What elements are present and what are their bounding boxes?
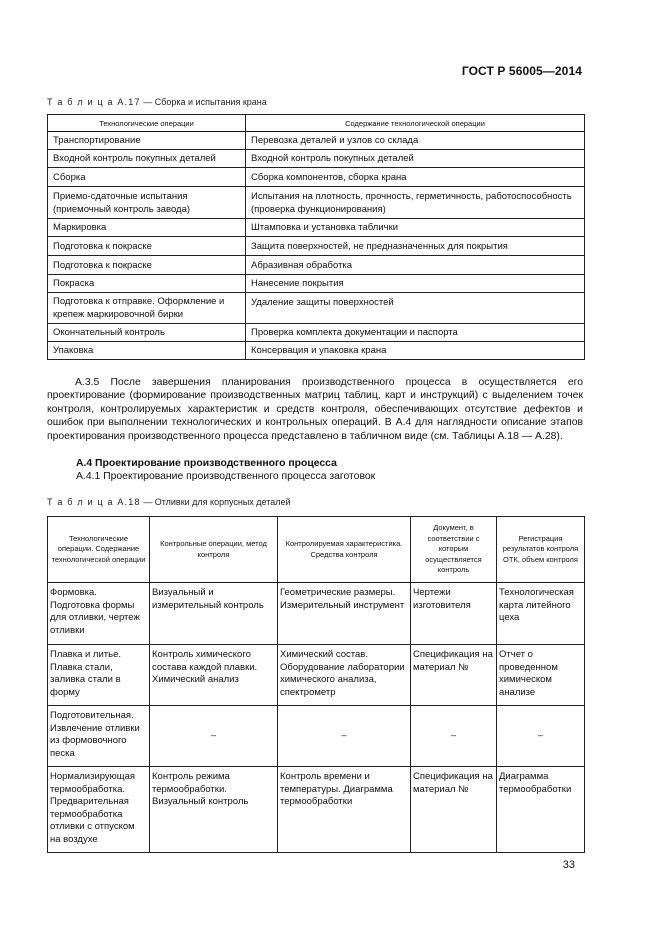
table-cell: Транспортирование bbox=[48, 132, 246, 150]
table-cell: Плавка и литье. Плавка стали, заливка стали в форму bbox=[48, 645, 150, 706]
table-cell: Защита поверхностей, не предназначенных для покрытия bbox=[246, 237, 585, 256]
table-cell: Сборка компонентов, сборка крана bbox=[246, 168, 585, 187]
table-cell: – bbox=[278, 706, 411, 767]
table-row bbox=[48, 219, 585, 237]
table-cell: Маркировка bbox=[48, 219, 246, 237]
paragraph-a35 bbox=[47, 376, 583, 443]
table-row bbox=[48, 132, 585, 150]
table-cell: Подготовка к покраске bbox=[48, 256, 246, 275]
table-row bbox=[48, 342, 585, 360]
table-row bbox=[48, 706, 585, 767]
table-cell: Удаление защиты поверхностей bbox=[246, 293, 585, 324]
table-row bbox=[48, 324, 585, 342]
table-row bbox=[48, 168, 585, 187]
table-17 bbox=[47, 114, 585, 360]
table-18-header-registration: Регистрация результатов контроля ОТК, объем контроля bbox=[497, 517, 585, 583]
table-18-caption bbox=[47, 497, 291, 507]
table-cell: Входной контроль покупных деталей bbox=[246, 150, 585, 168]
table-cell: Консервация и упаковка крана bbox=[246, 342, 585, 360]
subsection-a41-heading: А.4.1 Проектирование производственного процесса заготовок bbox=[76, 471, 376, 482]
table-cell: Формовка. Подготовка формы для отливки, чертеж отливки bbox=[48, 583, 150, 645]
section-a4-heading: А.4 Проектирование производственного процесса bbox=[76, 458, 337, 469]
table-cell: Контроль времени и температуры. Диаграмма термообработки bbox=[278, 767, 411, 853]
table-row bbox=[48, 256, 585, 275]
table-18 bbox=[47, 516, 585, 853]
table-cell: Химический состав. Оборудование лаборатории химического анализа, спектрометр bbox=[278, 645, 411, 706]
paragraph-a35-text: А.3.5 После завершения планирования производственного процесса в осуществляется его проектирование (формирование производственных матриц таблиц, карт и инструкций) с выделением точек контроля, контролируемых характеристик и средств контроля, обеспечивающих отсутствие дефектов и ошибок при выполнении технологических и контрольных операций. В А.4 для наглядности описание этапов проектирования производственного процесса представлено в табличном виде (см. Таблицы А.18 — А.28). bbox=[47, 377, 583, 442]
table-cell: Технологическая карта литейного цеха bbox=[497, 583, 585, 645]
table-18-header-characteristic: Контролируемая характеристика. Средства контроля bbox=[278, 517, 411, 583]
table-17-caption-text: — Сборка и испытания крана bbox=[140, 97, 267, 107]
table-17-header-content: Содержание технологической операции bbox=[246, 115, 585, 132]
table-row bbox=[48, 275, 585, 293]
table-cell: Подготовка к отправке. Оформление и крепеж маркировочной бирки bbox=[48, 293, 246, 324]
table-18-caption-label: Т а б л и ц а А.18 bbox=[47, 497, 141, 507]
table-cell: Контроль химического состава каждой плавки. Химический анализ bbox=[150, 645, 278, 706]
table-cell: Сборка bbox=[48, 168, 246, 187]
table-row bbox=[48, 293, 585, 324]
document-code: ГОСТ Р 56005—2014 bbox=[461, 64, 582, 78]
table-17-header-operations: Технологические операции bbox=[48, 115, 246, 132]
table-cell: Нормализирующая термообработка. Предварительная термообработка отливки с отпуском на воздухе bbox=[48, 767, 150, 853]
table-row bbox=[48, 237, 585, 256]
table-row bbox=[48, 187, 585, 219]
table-17-caption-label: Т а б л и ц а А.17 bbox=[47, 97, 141, 107]
table-row bbox=[48, 150, 585, 168]
table-18-header-document: Документ, в соответствии с которым осуществляется контроль bbox=[411, 517, 497, 583]
table-18-header-control-method: Контрольные операции, метод контроля bbox=[150, 517, 278, 583]
table-cell: Контроль режима термообработки. Визуальный контроль bbox=[150, 767, 278, 853]
table-cell: Визуальный и измерительный контроль bbox=[150, 583, 278, 645]
table-18-caption-text: — Отливки для корпусных деталей bbox=[140, 497, 291, 507]
table-cell: Геометрические размеры. Измерительный инструмент bbox=[278, 583, 411, 645]
table-cell: Спецификация на материал № bbox=[411, 645, 497, 706]
table-cell: Нанесение покрытия bbox=[246, 275, 585, 293]
page-number: 33 bbox=[562, 859, 575, 871]
table-cell: Подготовительная. Извлечение отливки из формовочного песка bbox=[48, 706, 150, 767]
table-cell: Штамповка и установка таблички bbox=[246, 219, 585, 237]
table-17-caption bbox=[47, 97, 267, 107]
table-row bbox=[48, 645, 585, 706]
table-cell: Чертежи изготовителя bbox=[411, 583, 497, 645]
table-cell: Абразивная обработка bbox=[246, 256, 585, 275]
table-cell: – bbox=[411, 706, 497, 767]
table-cell: Окончательный контроль bbox=[48, 324, 246, 342]
table-cell: Диаграмма термообработки bbox=[497, 767, 585, 853]
table-cell: – bbox=[150, 706, 278, 767]
table-row bbox=[48, 767, 585, 853]
table-cell: Входной контроль покупных деталей bbox=[48, 150, 246, 168]
table-cell: Покраска bbox=[48, 275, 246, 293]
table-18-header-operations: Технологические операции. Содержание технологической операции bbox=[48, 517, 150, 583]
table-cell: Проверка комплекта документации и паспорта bbox=[246, 324, 585, 342]
table-cell: Отчет о проведенном химическом анализе bbox=[497, 645, 585, 706]
table-cell: Подготовка к покраске bbox=[48, 237, 246, 256]
table-row bbox=[48, 583, 585, 645]
table-cell: – bbox=[497, 706, 585, 767]
table-cell: Упаковка bbox=[48, 342, 246, 360]
table-cell: Перевозка деталей и узлов со склада bbox=[246, 132, 585, 150]
table-cell: Спецификация на материал № bbox=[411, 767, 497, 853]
table-cell: Испытания на плотность, прочность, герметичность, работоспособность (проверка функционирования) bbox=[246, 187, 585, 219]
table-cell: Приемо-сдаточные испытания (приемочный контроль завода) bbox=[48, 187, 246, 219]
